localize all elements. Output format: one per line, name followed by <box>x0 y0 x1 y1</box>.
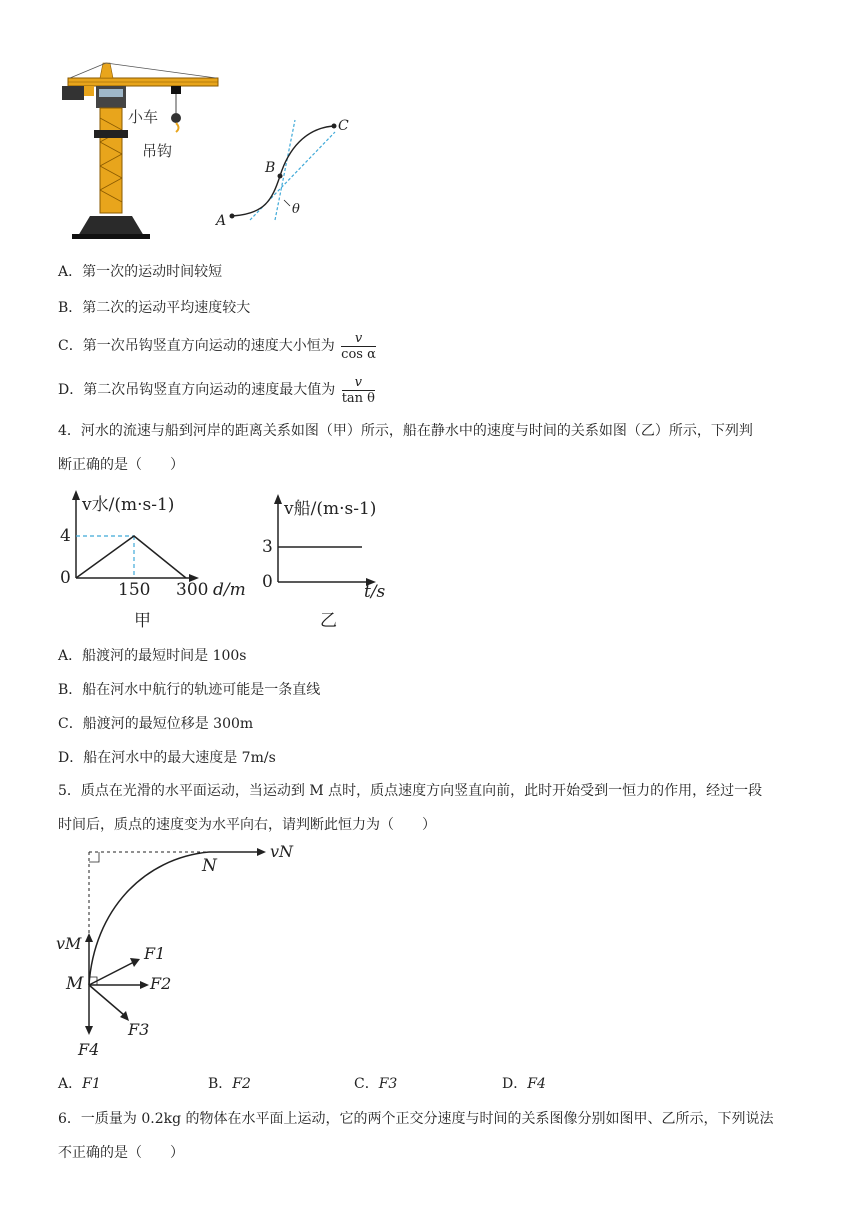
chart-ylabel: v船/(m·s-1) <box>284 499 377 519</box>
option-letter: A． <box>58 1076 83 1092</box>
f2-label: F2 <box>150 974 172 993</box>
point-c-label: C <box>338 118 349 134</box>
fraction-denominator: cos α <box>341 346 376 362</box>
option-text: 第一次的运动时间较短 <box>82 264 223 280</box>
option-letter: D． <box>58 750 84 766</box>
option-text: 船在河水中的最大速度是 7m/s <box>83 750 276 766</box>
q3-option-c <box>58 330 376 362</box>
option-text: 船渡河的最短位移是 300m <box>82 716 254 732</box>
q5-option-b <box>208 1074 251 1094</box>
chart-ylabel: v水/(m·s-1) <box>82 495 175 515</box>
q4-option-c <box>58 714 253 734</box>
chart-caption: 甲 <box>134 611 151 631</box>
option-text: 第一次吊钩竖直方向运动的速度大小恒为 <box>82 338 335 354</box>
option-text: 船在河水中航行的轨迹可能是一条直线 <box>82 682 321 698</box>
option-letter: C． <box>58 716 83 732</box>
stem-line: 5．质点在光滑的水平面运动，当运动到 M 点时，质点速度方向竖直向前，此时开始受到一恒力的作用，经过一段 <box>58 783 763 799</box>
q4-option-b <box>58 680 320 700</box>
chart-x-tick: 300 <box>176 580 209 600</box>
stem-line: 断正确的是（ ） <box>58 457 184 473</box>
option-letter: C． <box>354 1076 379 1092</box>
q4-stem <box>58 414 808 482</box>
fraction-numerator: v <box>342 375 375 391</box>
option-letter: A． <box>58 264 83 280</box>
vn-label: vN <box>270 842 294 861</box>
stem-line: 4．河水的流速与船到河岸的距离关系如图（甲）所示，船在静水中的速度与时间的关系如图（乙）所示，下列判 <box>58 423 753 439</box>
q5-options <box>58 1074 758 1094</box>
option-letter: D． <box>58 382 84 398</box>
option-text: F2 <box>232 1076 251 1092</box>
chart-y-tick: 4 <box>60 526 71 546</box>
stem-line: 时间后，质点的速度变为水平向右，请判断此恒力为（ ） <box>58 817 436 833</box>
point-a-label: A <box>216 213 227 229</box>
chart-x-tick: 150 <box>118 580 151 600</box>
q3-option-b <box>58 298 250 318</box>
option-text: 第二次的运动平均速度较大 <box>82 300 251 316</box>
f1-label: F1 <box>144 944 166 963</box>
chart-yi <box>258 490 388 630</box>
fraction <box>341 331 376 362</box>
option-letter: D． <box>502 1076 528 1092</box>
point-m-label: M <box>66 974 84 994</box>
fraction-denominator: tan θ <box>341 390 375 406</box>
crane-figure <box>58 58 228 243</box>
option-letter: C． <box>58 338 83 354</box>
point-n-label: N <box>202 856 217 876</box>
option-text: F1 <box>82 1076 101 1092</box>
chart-origin: 0 <box>60 568 71 588</box>
q5-option-c <box>354 1074 397 1094</box>
q3-option-d <box>58 374 375 406</box>
theta-label: θ <box>292 202 300 217</box>
chart-origin: 0 <box>262 572 273 592</box>
chart-xlabel: t/s <box>364 582 386 602</box>
chart-caption: 乙 <box>320 611 337 631</box>
q4-option-d <box>58 748 276 768</box>
fraction-numerator: v <box>341 331 376 347</box>
chart-jia <box>58 488 253 631</box>
force-figure <box>54 840 294 1065</box>
stem-line: 不正确的是（ ） <box>58 1145 184 1161</box>
chart-y-tick: 3 <box>262 537 273 557</box>
q5-option-d <box>502 1074 546 1094</box>
curve-figure <box>210 110 360 235</box>
q3-option-a <box>58 262 222 282</box>
q5-stem <box>58 774 808 842</box>
option-text: 船渡河的最短时间是 100s <box>82 648 247 664</box>
q6-stem <box>58 1102 808 1170</box>
fraction <box>342 375 375 406</box>
option-text: F3 <box>378 1076 398 1092</box>
option-letter: A． <box>58 648 83 664</box>
hook-label: 吊钩 <box>142 142 173 160</box>
stem-line: 6．一质量为 0.2kg 的物体在水平面上运动，它的两个正交分速度与时间的关系图像分别如图甲、乙所示，下列说法 <box>58 1111 774 1127</box>
f4-label: F4 <box>78 1040 100 1059</box>
option-text: F4 <box>527 1076 546 1092</box>
vm-label: vM <box>56 934 82 953</box>
option-letter: B． <box>58 300 83 316</box>
q5-option-a <box>58 1074 101 1094</box>
q4-option-a <box>58 646 246 666</box>
option-letter: B． <box>208 1076 233 1092</box>
cart-label: 小车 <box>128 108 159 126</box>
point-b-label: B <box>265 160 276 176</box>
option-text: 第二次吊钩竖直方向运动的速度最大值为 <box>83 382 336 398</box>
option-letter: B． <box>58 682 83 698</box>
f3-label: F3 <box>128 1020 150 1039</box>
chart-xlabel: d/m <box>213 580 246 600</box>
